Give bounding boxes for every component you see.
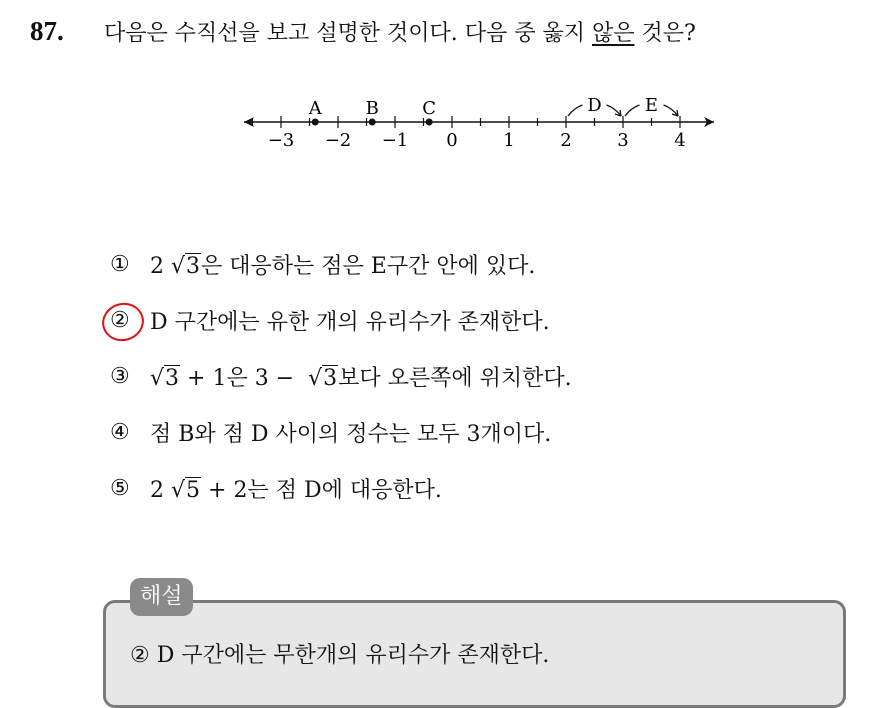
option-3-text <box>150 361 572 392</box>
tick-label: −1 <box>381 130 409 151</box>
sqrt-sign: √3 <box>308 365 338 391</box>
option-4-mark: ④ <box>110 419 130 445</box>
interval-arc-right <box>664 105 679 116</box>
question-text <box>104 16 696 47</box>
question-number: 87. <box>30 16 64 46</box>
interval-arc-left <box>625 105 640 116</box>
option-5-mark: ⑤ <box>110 475 130 501</box>
solution-label: 해설 <box>130 578 193 616</box>
tick-label: 3 <box>617 130 629 151</box>
option-1-mark: ① <box>110 251 130 277</box>
option-3-radicand-1: 3 <box>165 365 180 391</box>
option-3-mark: ③ <box>110 363 130 389</box>
option-5[interactable] <box>110 460 572 516</box>
interval-arc-left <box>568 105 583 116</box>
tick-label: −3 <box>267 130 295 151</box>
interval-label-d: D <box>587 95 602 116</box>
sqrt-sign: √5 <box>171 477 201 503</box>
tick-label: 4 <box>674 130 686 151</box>
solution-text: ② D 구간에는 무한개의 유리수가 존재한다. <box>130 643 550 668</box>
tick-label: −2 <box>324 130 352 151</box>
question-underlined-word: 않은 <box>591 21 635 46</box>
tick-label: 2 <box>560 130 572 151</box>
option-3[interactable] <box>110 348 572 404</box>
question-text-after: 것은? <box>634 21 696 46</box>
option-5-coef: 2 <box>150 477 164 503</box>
option-3-rest: 보다 오른쪽에 위치한다. <box>338 365 572 391</box>
option-2-text: D 구간에는 유한 개의 유리수가 존재한다. <box>150 309 550 335</box>
option-1-text <box>150 249 535 280</box>
option-2-mark: ② <box>110 307 130 333</box>
point-label-a: A <box>308 98 322 119</box>
option-1-coef: 2 <box>150 253 164 279</box>
point-b <box>369 119 376 126</box>
option-5-radicand: 5 <box>186 477 201 503</box>
sqrt-sign: √3 <box>171 253 201 279</box>
point-c <box>426 119 433 126</box>
interval-label-e: E <box>644 95 659 116</box>
point-label-b: B <box>365 98 379 119</box>
option-2[interactable] <box>110 292 572 348</box>
question-header <box>30 16 696 46</box>
option-3-radicand-2: 3 <box>323 365 338 391</box>
question-text-before: 다음은 수직선을 보고 설명한 것이다. 다음 중 옳지 <box>104 21 592 46</box>
point-a <box>312 119 319 126</box>
tick-label: 1 <box>503 130 515 151</box>
option-4[interactable] <box>110 404 572 460</box>
sqrt-sign: √3 <box>150 365 180 391</box>
interval-arc-right <box>607 105 622 116</box>
option-4-text: 점 B와 점 D 사이의 정수는 모두 3개이다. <box>150 421 552 447</box>
option-3-mid: + 1은 3 − <box>180 365 302 391</box>
option-5-text <box>150 473 442 504</box>
point-label-c: C <box>422 98 437 119</box>
option-5-rest: + 2는 점 D에 대응한다. <box>201 477 442 503</box>
tick-label: 0 <box>446 130 458 151</box>
answer-options <box>110 236 572 516</box>
option-1-radicand: 3 <box>186 253 201 279</box>
number-line <box>236 88 726 160</box>
option-1[interactable] <box>110 236 572 292</box>
option-1-rest: 은 대응하는 점은 E구간 안에 있다. <box>201 253 536 279</box>
